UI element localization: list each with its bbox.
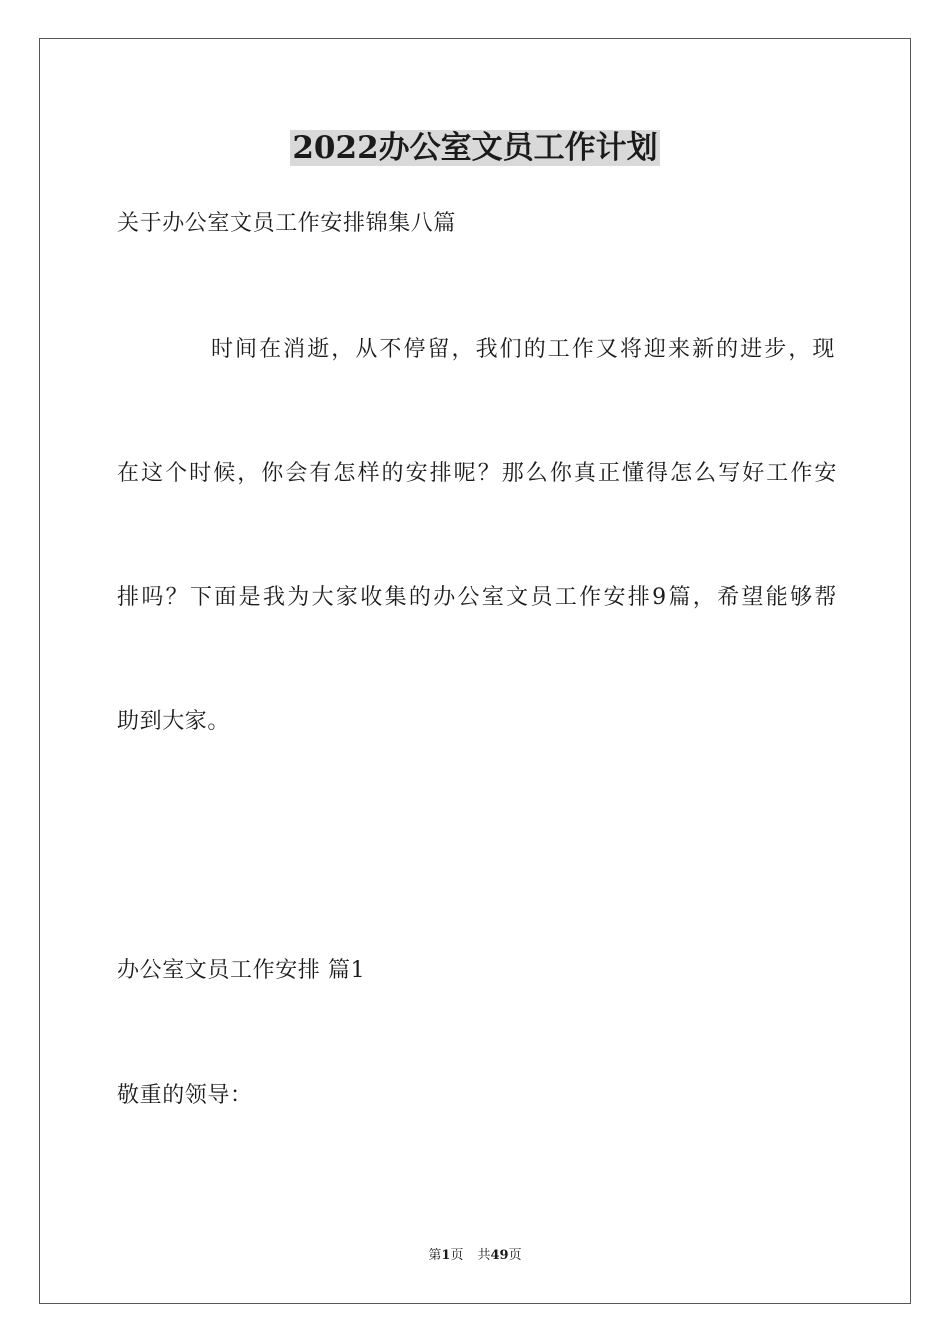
footer-page-suffix: 页 <box>450 1248 464 1263</box>
footer-total-pages: 49 <box>490 1248 509 1263</box>
paragraph-line-3: 排吗？下面是我为大家收集的办公室文员工作安排9篇，希望能够帮 <box>117 585 837 610</box>
section-heading: 办公室文员工作安排 篇1 <box>117 958 366 983</box>
footer-total-prefix: 共 <box>477 1248 491 1263</box>
document-subtitle: 关于办公室文员工作安排锦集八篇 <box>117 211 457 236</box>
document-title <box>0 126 950 170</box>
document-title-text: 2022办公室文员工作计划 <box>292 130 658 166</box>
paragraph-line-1: 时间在消逝，从不停留，我们的工作又将迎来新的进步，现 <box>211 337 835 362</box>
paragraph-line-2: 在这个时候，你会有怎样的安排呢？那么你真正懂得怎么写好工作安 <box>117 461 837 486</box>
footer-total-suffix: 页 <box>508 1248 522 1263</box>
paragraph-line-4: 助到大家。 <box>117 709 231 734</box>
footer-page-prefix: 第 <box>428 1248 442 1263</box>
footer-page-number: 1 <box>441 1248 451 1263</box>
page-footer <box>0 1247 950 1265</box>
salutation: 敬重的领导： <box>117 1083 253 1108</box>
